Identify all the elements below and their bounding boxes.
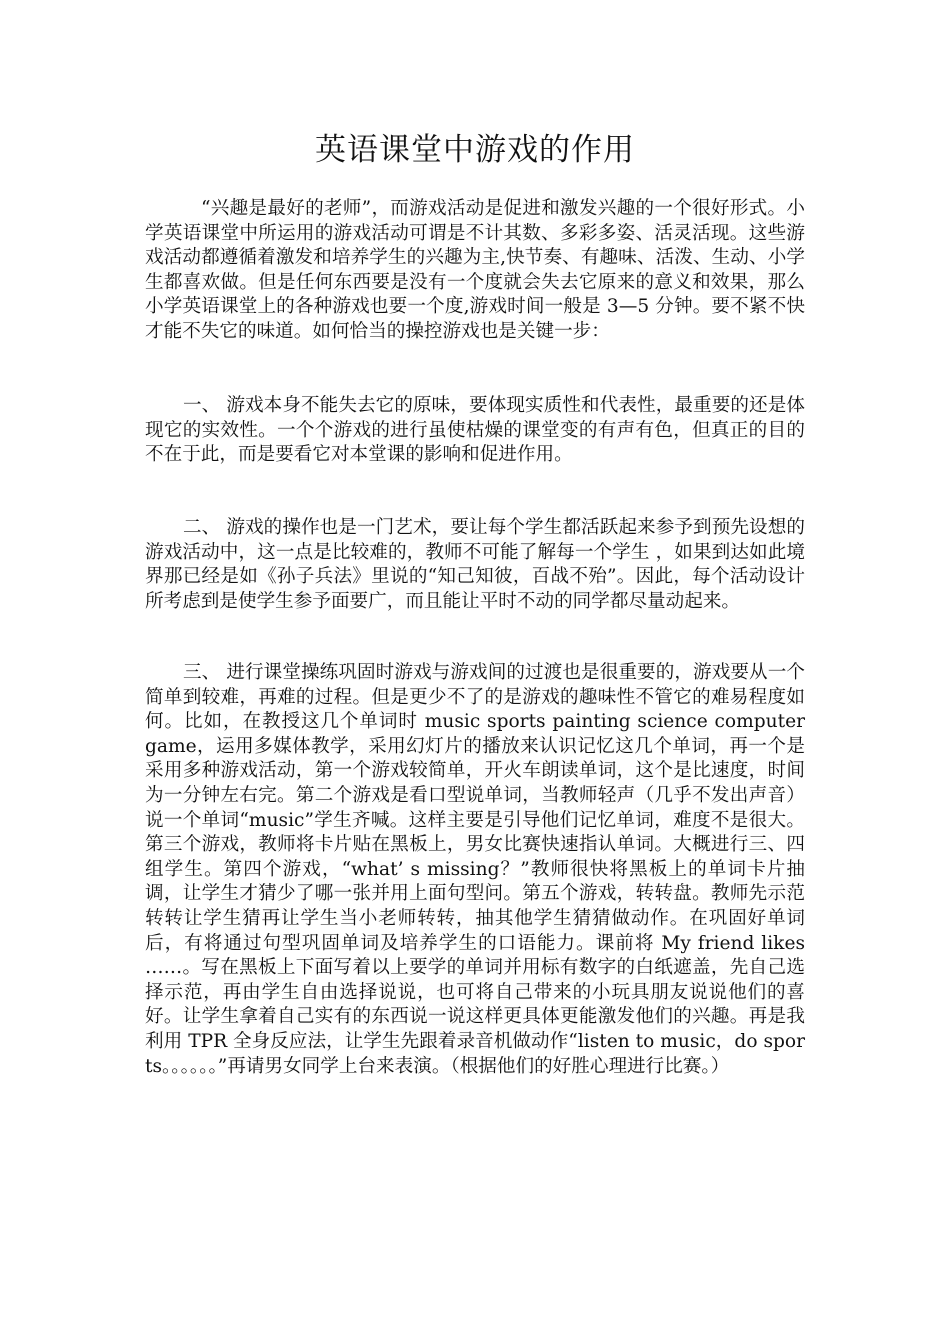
intro-paragraph: “兴趣是最好的老师”，而游戏活动是促进和激发兴趣的一个很好形式。小学英语课堂中所运用的游戏活动可谓是不计其数、多彩多姿、活灵活现。这些游戏活动都遵循着激发和培养学生的兴趣为主,快节奏、有趣味、活泼、生动、小学生都喜欢做。但是任何东西要是没有一个度就会失去它原来的意义和效果，那么小学英语课堂上的各种游戏也要一个度,游戏时间一般是 3—5 分钟。要不紧不快才能不失它的味道。如何恰当的操控游戏也是关键一步： bbox=[145, 198, 805, 342]
paragraph-2: 二、 游戏的操作也是一门艺术，要让每个学生都活跃起来参予到预先设想的游戏活动中，这一点是比较难的，教师不可能了解每一个学生 ，如果到达如此境界那已经是如《孙子兵法》里说的“知己知彼，百战不殆”。因此，每个活动设计所考虑到是使学生参予面要广，而且能让平时不动的同学都尽量动起来。 bbox=[145, 517, 805, 612]
document-title: 英语课堂中游戏的作用 bbox=[315, 132, 635, 168]
paragraph-1: 一、 游戏本身不能失去它的原味，要体现实质性和代表性，最重要的还是体现它的实效性。一个个游戏的进行虽使枯燥的课堂变的有声有色，但真正的目的不在于此，而是要看它对本堂课的影响和促进作用。 bbox=[145, 395, 805, 466]
paragraph-3: 三、 进行课堂操练巩固时游戏与游戏间的过渡也是很重要的，游戏要从一个简单到较难，再难的过程。但是更少不了的是游戏的趣味性不管它的难易程度如何。比如，在教授这几个单词时 music sports painting science computer game，运用多媒体教学，采用幻灯片的播放来认识记忆这几个单词，再一个是采用多种游戏活动，第一个游戏较简单，开火车朗读单词，这个是比速度，时间为一分钟左右完。第二个游戏是看口型说单词，当教师轻声（几乎不发出声音）说一个单词“music”学生齐喊。这样主要是引导他们记忆单词，难度不是很大。第三个游戏，教师将卡片贴在黑板上，男女比赛快速指认单词。大概进行三、四组学生。第四个游戏，“what’ s missing？”教师很快将黑板上的单词卡片抽调，让学生才猜少了哪一张并用上面句型问。第五个游戏，转转盘。教师先示范转转让学生猜再让学生当小老师转转，抽其他学生猜猜做动作。在巩固好单词后，有将通过句型巩固单词及培养学生的口语能力。课前将 My friend likes ……。写在黑板上下面写着以上要学的单词并用标有数字的白纸遮盖，先自己选择示范，再由学生自由选择说说，也可将自己带来的小玩具朋友说说他们的喜好。让学生拿着自己实有的东西说一说这样更具体更能激发他们的兴趣。再是我利用 TPR 全身反应法，让学生先跟着录音机做动作“listen to music，do sports。。。。。。”再请男女同学上台来表演。（根据他们的好胜心理进行比赛。） bbox=[145, 662, 805, 1077]
